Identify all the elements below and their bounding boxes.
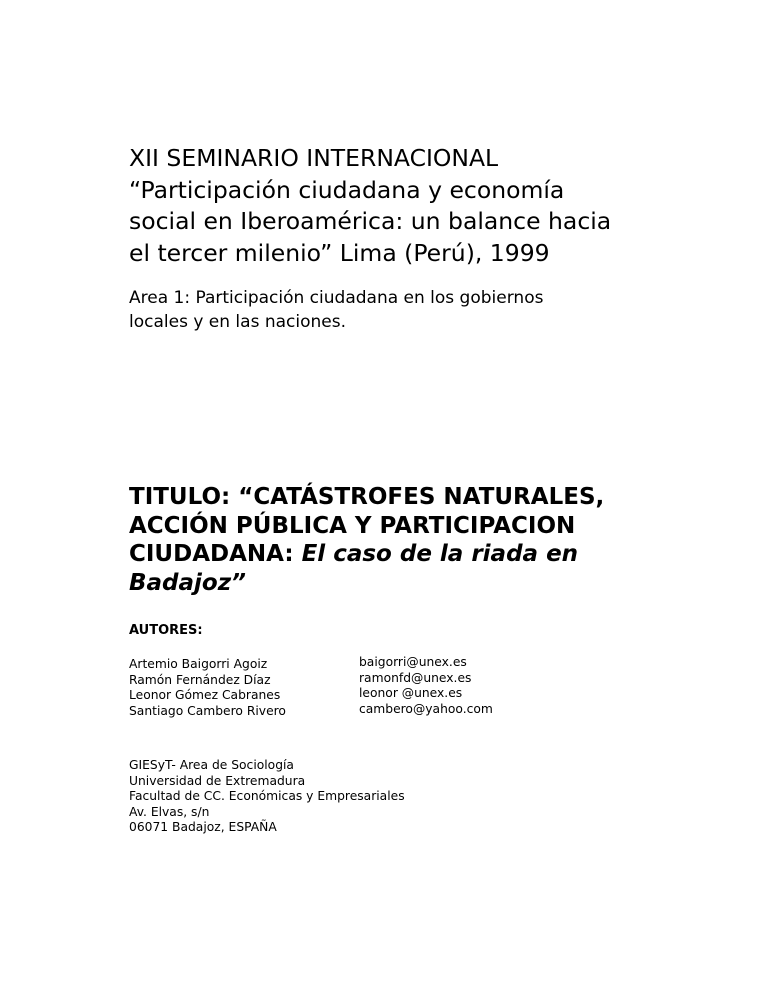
seminar-line: XII SEMINARIO INTERNACIONAL [129,144,499,172]
author-name: Leonor Gómez Cabranes [129,688,281,702]
author-email: ramonfd@unex.es [359,670,472,685]
area-line: Area 1: Participación ciudadana en los gobiernos [129,288,544,308]
seminar-line: social en Iberoamérica: un balance hacia [129,207,612,235]
institution-line: 06071 Badajoz, ESPAÑA [129,820,277,834]
author-name: Artemio Baigorri Agoiz [129,657,268,671]
title-line: TITULO: “CATÁSTROFES NATURALES, [129,484,605,510]
title-line [129,569,729,598]
institution-line: Facultad de CC. Económicas y Empresariales [129,789,405,803]
author-name: Santiago Cambero Rivero [129,703,286,718]
seminar-heading [129,143,689,269]
title-italic-part: El caso de la riada en [301,541,579,567]
author-email: cambero@yahoo.com [359,701,493,716]
area-line: locales y en las naciones. [129,312,346,332]
author-names [129,657,286,719]
title-bold-part: CIUDADANA: [129,541,302,567]
author-email: leonor @unex.es [359,686,463,700]
author-name: Ramón Fernández Díaz [129,672,271,687]
institution-line: Av. Elvas, s/n [129,804,210,819]
institution-address [129,758,405,836]
seminar-line: “Participación ciudadana y economía [129,175,565,204]
author-emails [359,655,493,717]
paper-title [129,483,729,597]
area-description [129,286,729,334]
authors-heading: AUTORES: [129,623,203,638]
institution-line: GIESyT- Area de Sociología [129,758,294,772]
title-line: ACCIÓN PÚBLICA Y PARTICIPACION [129,512,576,539]
author-email: baigorri@unex.es [359,655,467,669]
seminar-line: el tercer milenio” Lima (Perú), 1999 [129,238,550,267]
institution-line: Universidad de Extremadura [129,773,306,788]
title-italic-part: Badajoz” [129,569,246,596]
title-line [129,540,729,569]
